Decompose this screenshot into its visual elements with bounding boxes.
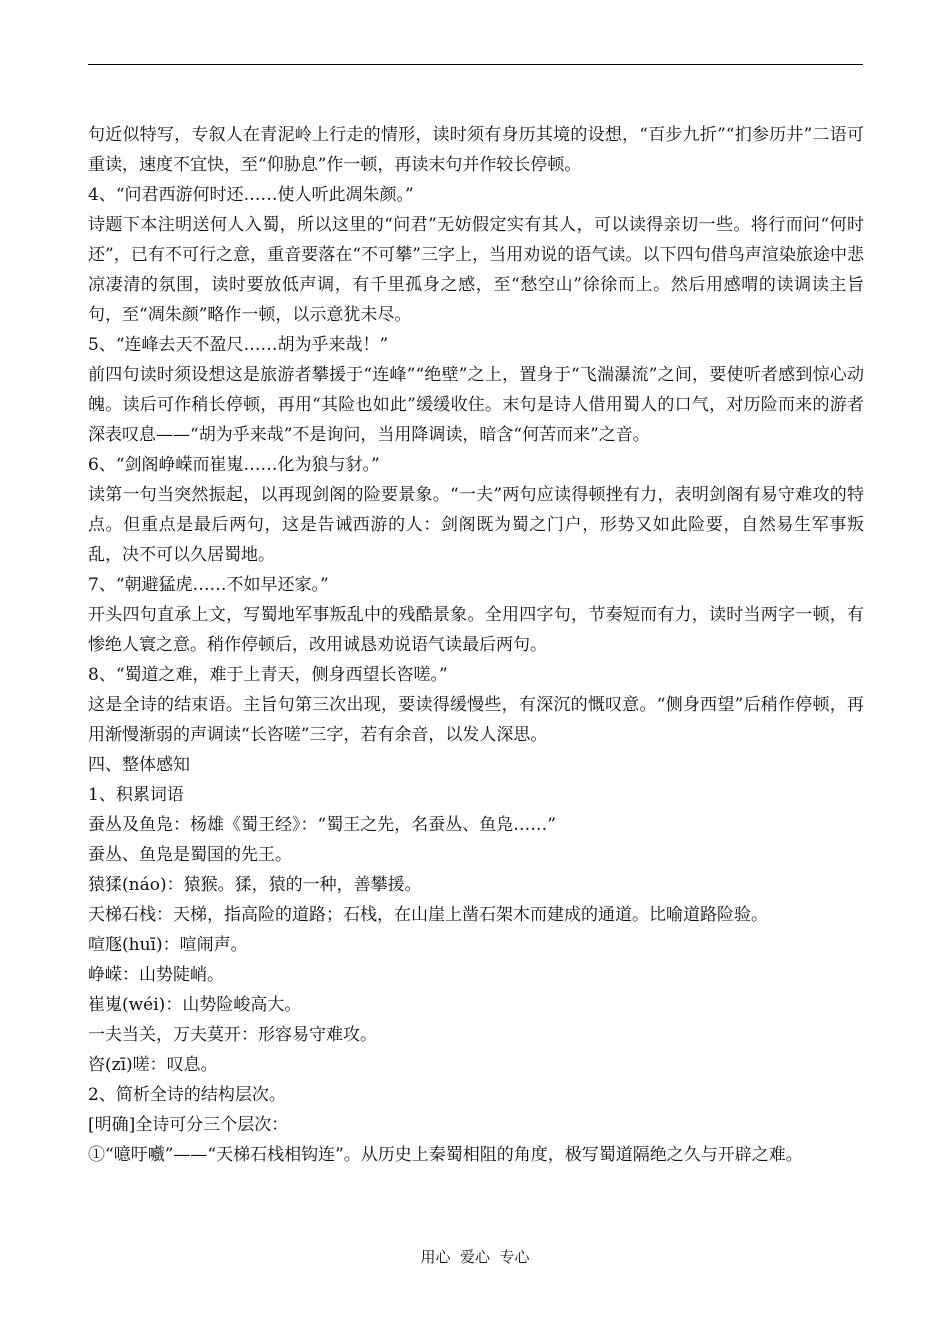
vocab-item: 蚕丛、鱼凫是蜀国的先王。 — [88, 845, 292, 865]
section-heading: 4、“问君西游何时还……使人听此凋朱颜。” — [88, 185, 414, 205]
paragraph: 前四句读时须设想这是旅游者攀援于“连峰”“绝壁”之上，置身于“飞湍瀑流”之间，要使听者感到惊心动魄。读后可作稍长停顿，再用“其险也如此”缓缓收住。末句是诗人借用蜀人的口气，对历险而来的游者深表叹息——“胡为乎来哉”不是询问，当用降调读，暗含“何苦而来”之音。 — [88, 365, 864, 445]
header-rule — [88, 64, 863, 65]
vocab-item: 峥嵘：山势陡峭。 — [88, 965, 224, 985]
paragraph: 诗题下本注明送何人入蜀，所以这里的“问君”无妨假定实有其人，可以读得亲切一些。将行而问“何时还”，已有不可行之意，重音要落在“不可攀”三字上，当用劝说的语气读。以下四句借鸟声渲染旅途中悲凉凄清的氛围，读时要放低声调，有千里孤身之感，至“愁空山”徐徐而上。然后用感喟的读调读主旨句，至“凋朱颜”略作一顿，以示意犹未尽。 — [88, 215, 864, 325]
document-body — [88, 120, 864, 1170]
paragraph: 这是全诗的结束语。主旨句第三次出现，要读得缓慢些，有深沉的慨叹意。“侧身西望”后稍作停顿，再用渐慢渐弱的声调读“长咨嗟”三字，若有余音，以发人深思。 — [88, 695, 864, 745]
paragraph: [明确]全诗可分三个层次： — [88, 1115, 289, 1135]
vocab-item: 崔嵬(wéi)：山势险峻高大。 — [88, 995, 302, 1015]
vocab-item: 猿猱(náo)：猿猴。猱，猿的一种，善攀援。 — [88, 875, 422, 895]
paragraph: 句近似特写，专叙人在青泥岭上行走的情形，读时须有身历其境的设想，“百步九折”“扪参历井”二语可重读，速度不宜快，至“仰胁息”作一顿，再读末句并作较长停顿。 — [88, 125, 864, 175]
vocab-item: 天梯石栈：天梯，指高险的道路；石栈，在山崖上凿石架木而建成的通道。比喻道路险验。 — [88, 905, 768, 925]
vocab-item: 一夫当关，万夫莫开：形容易守难攻。 — [88, 1025, 377, 1045]
section-heading: 6、“剑阁峥嵘而崔嵬……化为狼与豺。” — [88, 455, 380, 475]
paragraph: 开头四句直承上文，写蜀地军事叛乱中的残酷景象。全用四字句，节奏短而有力，读时当两字一顿，有惨绝人寰之意。稍作停顿后，改用诚恳劝说语气读最后两句。 — [88, 605, 864, 655]
paragraph: ①“噫吁嚱”——“天梯石栈相钩连”。从历史上秦蜀相阻的角度，极写蜀道隔绝之久与开辟之难。 — [88, 1145, 803, 1165]
section-heading: 四、整体感知 — [88, 755, 190, 775]
section-heading: 5、“连峰去天不盈尺……胡为乎来哉！” — [88, 335, 389, 355]
subsection-heading: 1、积累词语 — [88, 785, 184, 805]
vocab-item: 咨(zī)嗟：叹息。 — [88, 1055, 218, 1075]
subsection-heading: 2、简析全诗的结构层次。 — [88, 1085, 286, 1105]
section-heading: 7、“朝避猛虎……不如早还家。” — [88, 575, 329, 595]
vocab-item: 蚕丛及鱼凫：杨雄《蜀王经》：“蜀王之先，名蚕丛、鱼凫……” — [88, 815, 556, 835]
vocab-item: 喧豗(huī)：喧闹声。 — [88, 935, 248, 955]
page-footer: 用心 爱心 专心 — [420, 1248, 530, 1266]
section-heading: 8、“蜀道之难，难于上青天，侧身西望长咨嗟。” — [88, 665, 448, 685]
paragraph: 读第一句当突然振起，以再现剑阁的险要景象。“一夫”两句应读得顿挫有力，表明剑阁有易守难攻的特点。但重点是最后两句，这是告诫西游的人：剑阁既为蜀之门户，形势又如此险要，自然易生军事叛乱，决不可以久居蜀地。 — [88, 485, 864, 565]
